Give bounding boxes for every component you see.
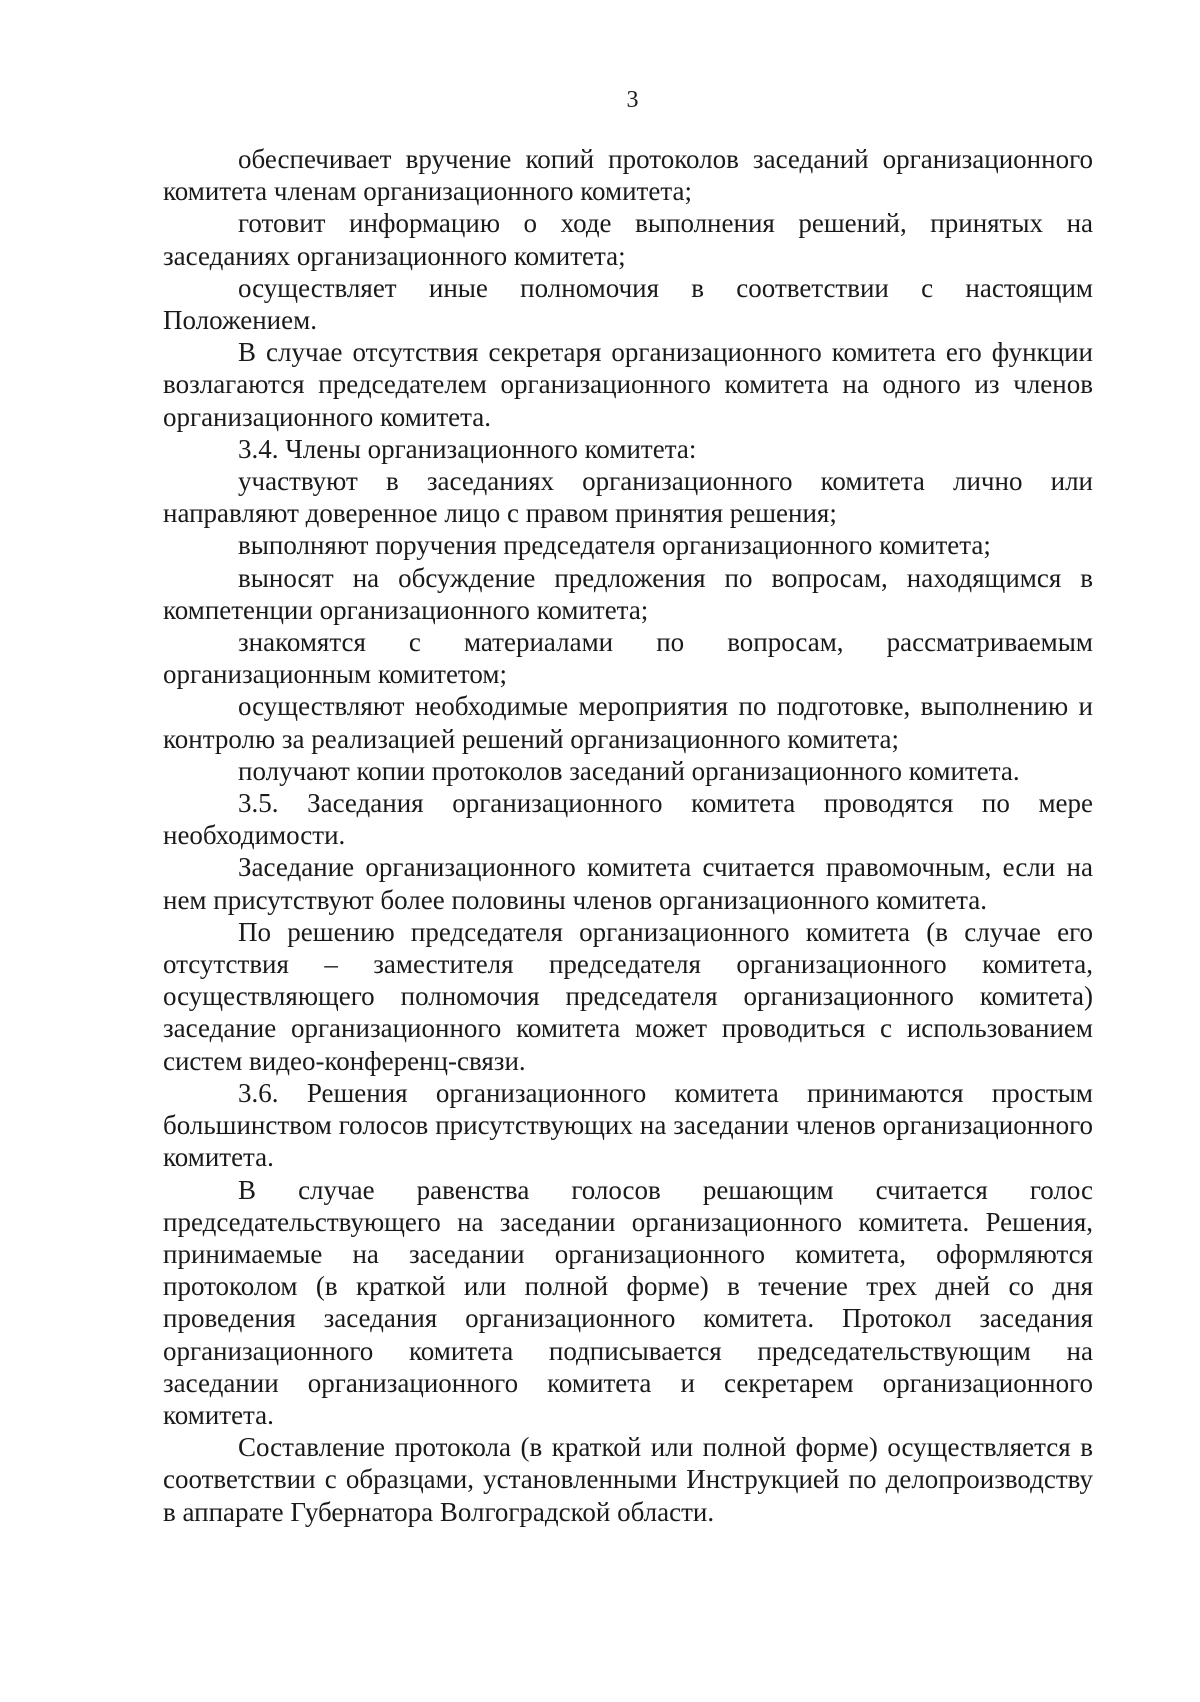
paragraph: обеспечивает вручение копий протоколов заседаний организационного комитета членам организационного комитета;	[163, 144, 1093, 207]
paragraph: 3.4. Члены организационного комитета:	[238, 433, 697, 464]
paragraph: Заседание организационного комитета считается правомочным, если на нем присутствуют более половины членов организационного комитета.	[163, 852, 1093, 915]
paragraph: 3.5. Заседания организационного комитета проводятся по мере необходимости.	[163, 788, 1093, 851]
paragraph: 3.6. Решения организационного комитета принимаются простым большинством голосов присутствующих на заседании членов организационного комитета.	[163, 1077, 1093, 1173]
paragraph: В случае равенства голосов решающим считается голос председательствующего на заседании организационного комитета. Решения, принимаемые на заседании организационного комитета, оформляются протоколом (в краткой или полной форме) в течение трех дней со дня проведения заседания организационного комитета. Протокол заседания организационного комитета подписывается председательствующим на заседании организационного комитета и секретарем организационного комитета.	[163, 1174, 1093, 1430]
paragraph: готовит информацию о ходе выполнения решений, принятых на заседаниях организационного комитета;	[163, 208, 1093, 271]
document-body	[163, 143, 1093, 1528]
paragraph: участвуют в заседаниях организационного комитета лично или направляют доверенное лицо с правом принятия решения;	[163, 466, 1093, 529]
paragraph: По решению председателя организационного комитета (в случае его отсутствия – заместителя председателя организационного комитета, осуществляющего полномочия председателя организационного комитета) заседание организационного комитета может проводиться с использованием систем видео-конференц-связи.	[163, 916, 1093, 1076]
paragraph: получают копии протоколов заседаний организационного комитета.	[238, 755, 1020, 786]
paragraph: выносят на обсуждение предложения по вопросам, находящимся в компетенции организационного комитета;	[163, 562, 1093, 625]
paragraph: осуществляет иные полномочия в соответствии с настоящим Положением.	[163, 272, 1093, 336]
paragraph: знакомятся с материалами по вопросам, рассматриваемым организационным комитетом;	[163, 627, 1093, 690]
paragraph: осуществляют необходимые мероприятия по подготовке, выполнению и контролю за реализацией решений организационного комитета;	[163, 691, 1093, 754]
paragraph: выполняют поручения председателя организационного комитета;	[238, 530, 991, 561]
page-number: 3	[626, 87, 639, 113]
paragraph: Составление протокола (в краткой или полной форме) осуществляется в соответствии с образцами, установленными Инструкцией по делопроизводству в аппарате Губернатора Волгоградской области.	[163, 1432, 1093, 1527]
paragraph: В случае отсутствия секретаря организационного комитета его функции возлагаются председателем организационного комитета на одного из членов организационного комитета.	[163, 337, 1093, 432]
